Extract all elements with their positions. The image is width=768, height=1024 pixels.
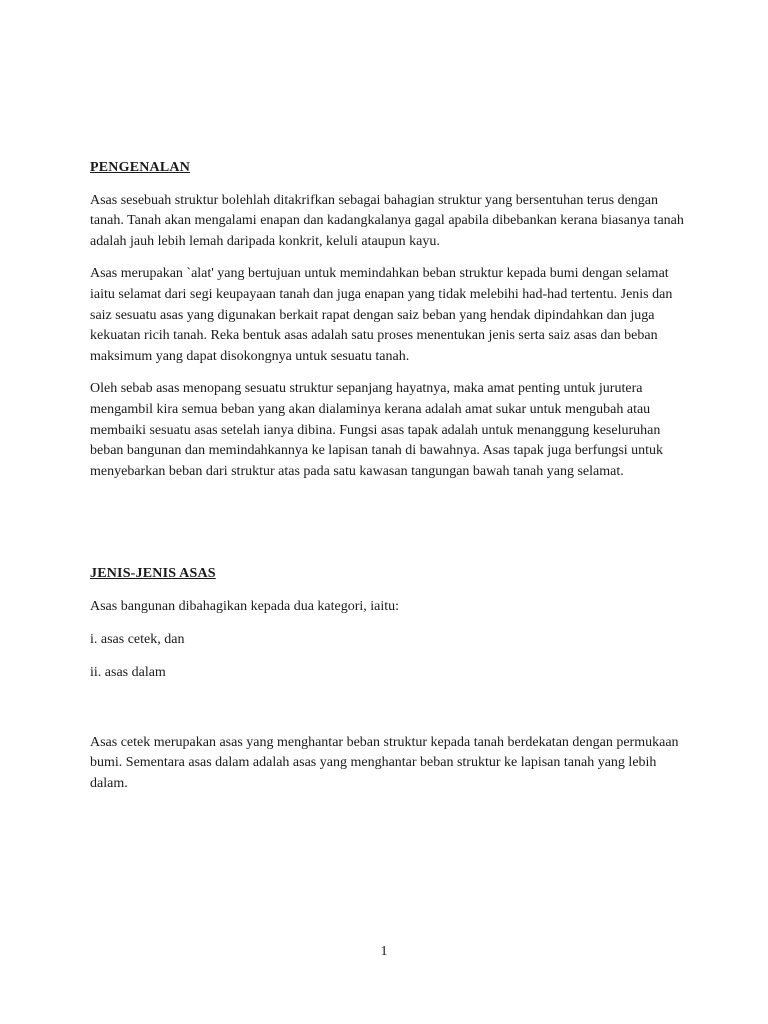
section-heading-jenis-jenis-asas: JENIS-JENIS ASAS (90, 566, 216, 582)
closing-paragraph: Asas cetek merupakan asas yang menghantar beban struktur kepada tanah berdekatan dengan permukaan bumi. Sementara asas dalam adalah asas yang menghantar beban struktur ke lapisan tanah yang lebih dalam. (90, 734, 679, 791)
page-number: 1 (380, 944, 388, 959)
intro-paragraph: Asas bangunan dibahagikan kepada dua kategori, iaitu: (90, 598, 400, 614)
paragraph: Asas sesebuah struktur bolehlah ditakrifkan sebagai bahagian struktur yang bersentuhan terus dengan tanah. Tanah akan mengalami enapan dan kadangkalanya gagal apabila dibebankan kerana biasanya tanah adalah jauh lebih lemah daripada konkrit, keluli ataupun kayu. (90, 192, 684, 249)
spacer (90, 697, 690, 733)
paragraph: Oleh sebab asas menopang sesuatu struktur sepanjang hayatnya, maka amat penting untuk jurutera mengambil kira semua beban yang akan dialaminya kerana adalah amat sukar untuk mengubah atau membaiki sesuatu asas setelah ianya dibina. Fungsi asas tapak adalah untuk menanggung keseluruhan beban bangunan dan memindahkannya ke lapisan tanah di bawahnya. Asas tapak juga berfungsi untuk menyebarkan beban dari struktur atas pada satu kawasan tangungan bawah tanah yang selamat. (90, 381, 664, 479)
list-item: ii. asas dalam (90, 665, 166, 681)
list-item: i. asas cetek, dan (90, 631, 185, 647)
paragraph: Asas merupakan `alat' yang bertujuan untuk memindahkan beban struktur kepada bumi dengan selamat iaitu selamat dari segi keupayaan tanah dan juga enapan yang tidak melebihi had-had tertentu. Jenis dan saiz sesuatu asas yang digunakan berkait rapat dengan saiz beban yang hendak dipindahkan dan juga kekuatan ricih tanah. Reka bentuk asas adalah satu proses menentukan jenis serta saiz asas dan beban maksimum yang dapat disokongnya untuk sesuatu tanah. (90, 266, 673, 364)
section-heading-pengenalan: PENGENALAN (90, 160, 191, 175)
spacer (90, 494, 690, 564)
document-body (90, 158, 690, 806)
